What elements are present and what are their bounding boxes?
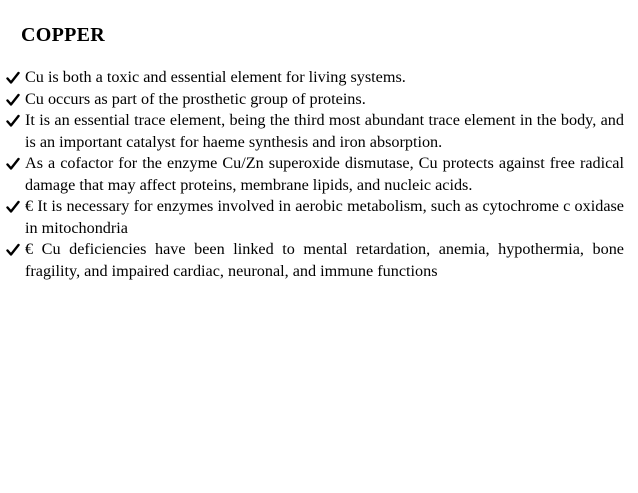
checkmark-icon	[6, 67, 23, 89]
bullet-item	[6, 196, 624, 239]
bullet-list	[6, 67, 624, 282]
bullet-text: As a cofactor for the enzyme Cu/Zn superoxide dismutase, Cu protects against free radical damage that may affect proteins, membrane lipids, and nucleic acids.	[25, 154, 624, 194]
checkmark-icon	[6, 239, 23, 261]
bullet-text: € It is necessary for enzymes involved in aerobic metabolism, such as cytochrome c oxidase in mitochondria	[25, 197, 624, 237]
checkmark-icon	[6, 196, 23, 218]
bullet-item	[6, 239, 624, 282]
checkmark-icon	[6, 89, 23, 111]
checkmark-icon	[6, 153, 23, 175]
bullet-text: It is an essential trace element, being the third most abundant trace element in the body, and is an important catalyst for haeme synthesis and iron absorption.	[25, 111, 624, 151]
bullet-item	[6, 153, 624, 196]
checkmark-icon	[6, 110, 23, 132]
bullet-item	[6, 67, 624, 89]
bullet-text: € Cu deficiencies have been linked to mental retardation, anemia, hypothermia, bone fragility, and impaired cardiac, neuronal, and immune functions	[25, 240, 624, 280]
bullet-text: Cu occurs as part of the prosthetic group of proteins.	[25, 89, 366, 108]
bullet-item	[6, 89, 624, 111]
bullet-text: Cu is both a toxic and essential element for living systems.	[25, 68, 406, 86]
slide-title: COPPER	[21, 24, 106, 46]
bullet-item	[6, 110, 624, 153]
